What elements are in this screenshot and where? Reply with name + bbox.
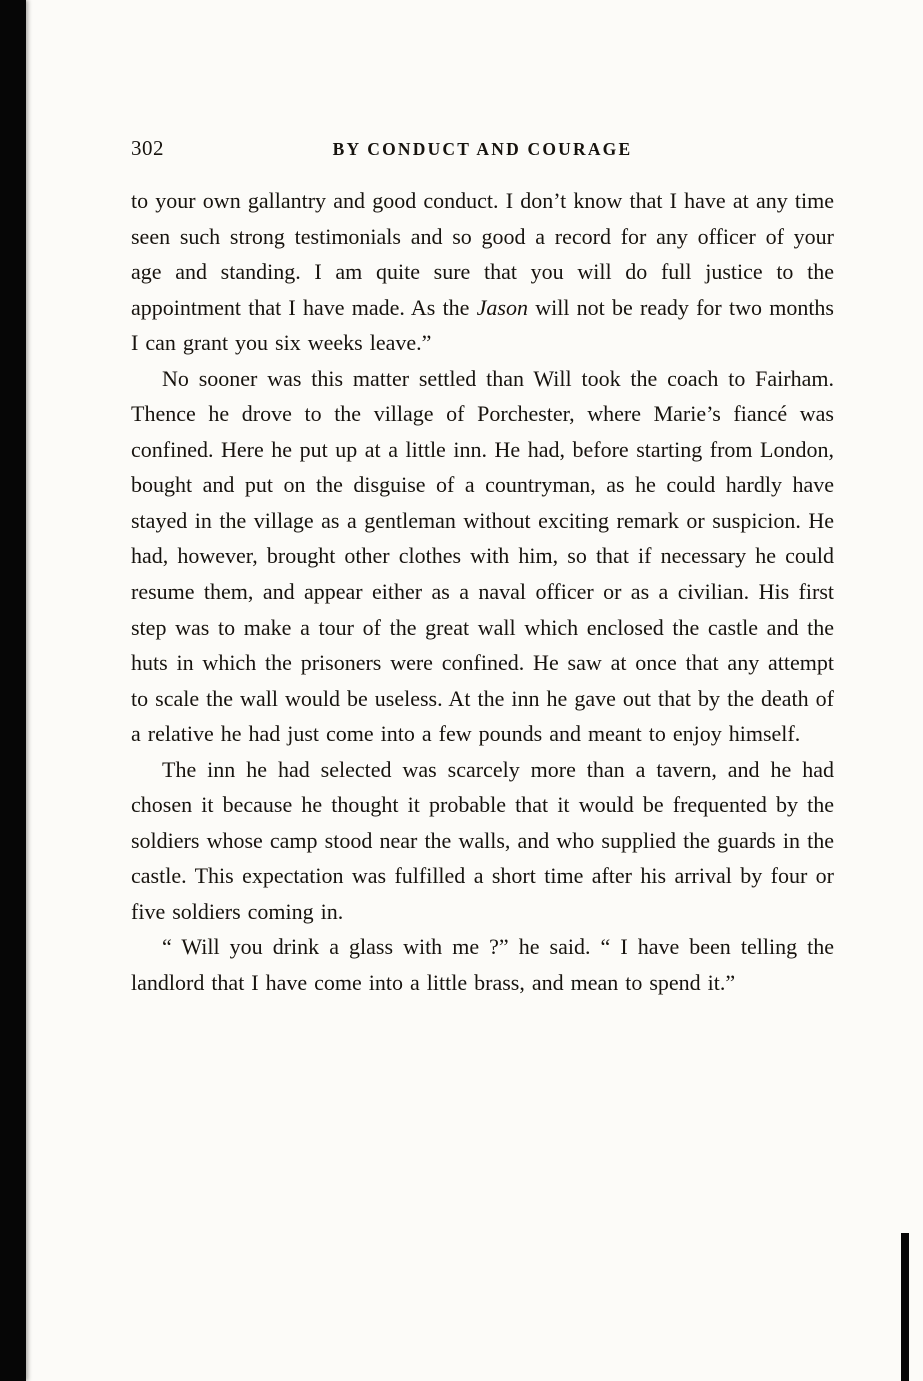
scan-edge-line	[901, 1233, 909, 1381]
paragraph	[131, 183, 834, 361]
italic-ship-name: Jason	[476, 294, 528, 320]
paragraph: “ Will you drink a glass with me ?” he said. “ I have been telling the landlord that I have come into a little brass, and mean to spend it.”	[131, 934, 834, 996]
page-number: 302	[131, 136, 164, 160]
body-text	[131, 183, 834, 1001]
scan-gutter-shadow	[0, 0, 26, 1381]
paragraph-text: to your own gallantry and good conduct. I don’t know that I have at any time seen such strong testimonials and so good a record for any officer of your age and standing. I am quite sure that you will do full justice to the appointment that I have made. As the	[131, 188, 834, 320]
paragraph: No sooner was this matter settled than Will took the coach to Fairham. Thence he drove to the village of Porchester, where Marie’s fiancé was confined. Here he put up at a little inn. He had, before starting from London, bought and put on the disguise of a countryman, as he could hardly have stayed in the village as a gentleman without exciting remark or suspicion. He had, however, brought other clothes with him, so that if necessary he could resume them, and appear either as a naval officer or as a civilian. His first step was to make a tour of the great wall which enclosed the castle and the huts in which the prisoners were confined. He saw at once that any attempt to scale the wall would be useless. At the inn he gave out that by the death of a relative he had just come into a few pounds and meant to enjoy himself.	[131, 365, 834, 747]
running-title: BY CONDUCT AND COURAGE	[332, 139, 633, 159]
paragraph-text: will not be ready for two months I can grant you six weeks leave.”	[131, 294, 834, 356]
paragraph: The inn he had selected was scarcely more than a tavern, and he had chosen it because he thought it probable that it would be frequented by the soldiers whose camp stood near the walls, and who supplied the guards in the castle. This expectation was fulfilled a short time after his arrival by four or five soldiers coming in.	[131, 756, 834, 924]
page-content	[131, 136, 834, 1001]
page-header	[131, 136, 834, 161]
